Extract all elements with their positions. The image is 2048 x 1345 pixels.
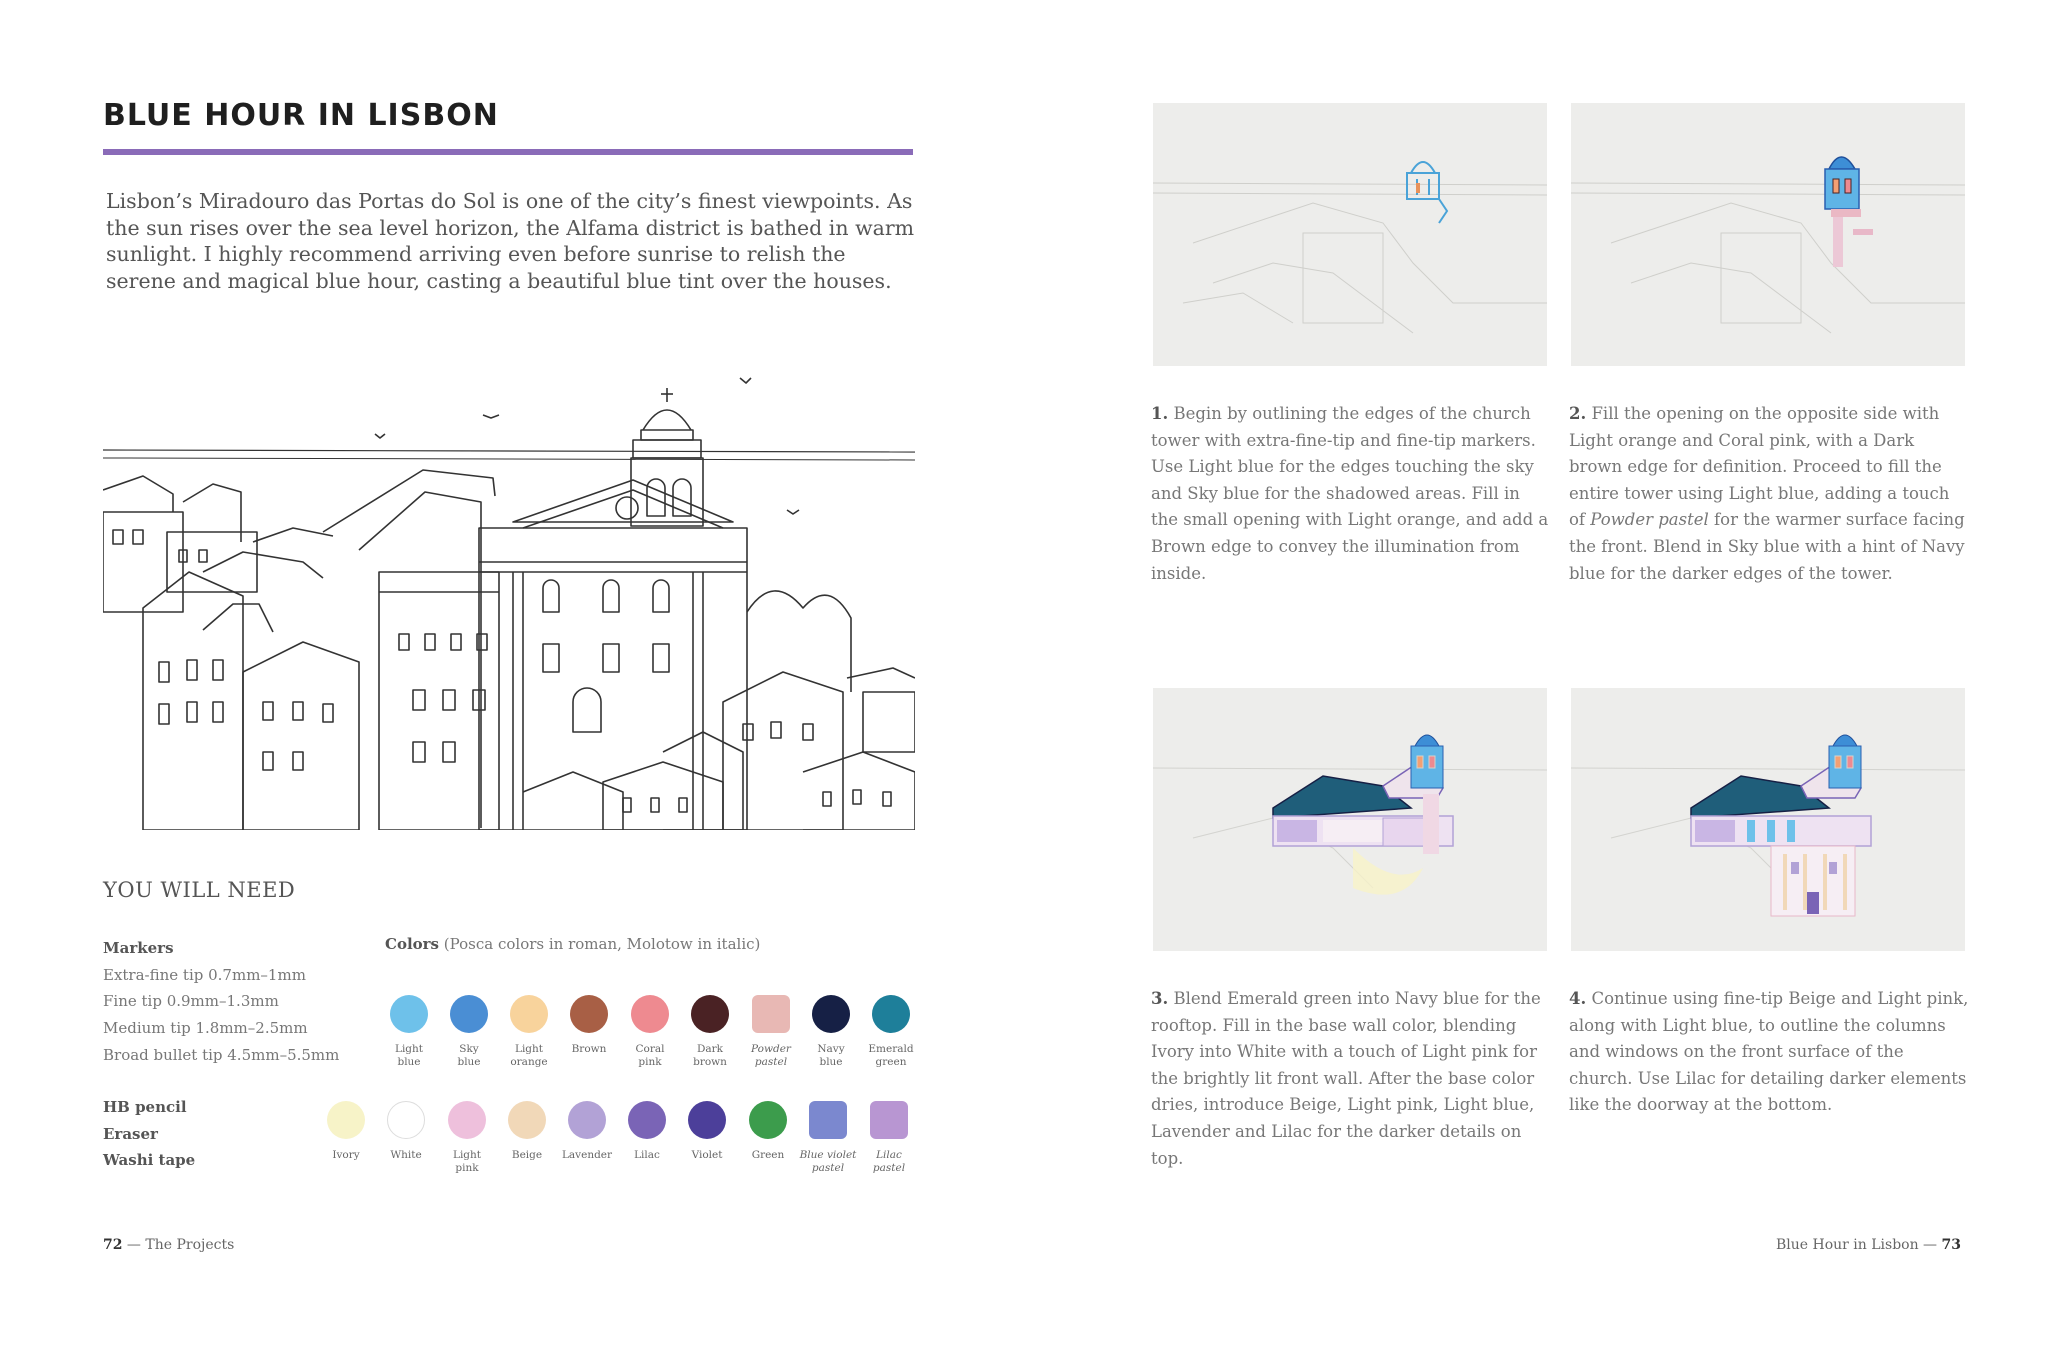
swatch-dot (872, 995, 910, 1033)
swatch-label: Brown (571, 1043, 607, 1055)
title-underline (103, 149, 913, 155)
footer-right (1776, 1237, 1961, 1253)
swatch-label: Powder pastel (751, 1043, 791, 1068)
page-number-left: 72 (103, 1237, 123, 1253)
color-swatch (680, 995, 740, 1068)
swatch-label: Coral pink (635, 1043, 665, 1068)
color-swatch (497, 1101, 557, 1162)
step-1-image (1153, 103, 1547, 366)
color-swatch (557, 1101, 617, 1162)
color-swatch (499, 995, 559, 1068)
swatch-label: Dark brown (693, 1043, 727, 1068)
swatch-dot (448, 1101, 486, 1139)
markers-label: Markers (103, 939, 174, 957)
marker-item: Extra-fine tip 0.7mm–1mm (103, 965, 306, 984)
swatch-label: White (390, 1149, 422, 1161)
colors-label: Colors (385, 935, 439, 953)
swatch-label: Lilac pastel (872, 1149, 906, 1174)
color-swatch (741, 995, 801, 1068)
color-swatch (801, 995, 861, 1068)
swatch-dot (390, 995, 428, 1033)
color-swatch (376, 1101, 436, 1162)
swatch-label: Sky blue (457, 1043, 481, 1068)
page-title: BLUE HOUR IN LISBON (103, 98, 499, 133)
color-swatch (798, 1101, 858, 1174)
swatch-dot (752, 995, 790, 1033)
footer-left (103, 1237, 234, 1253)
swatch-dot (508, 1101, 546, 1139)
swatch-dot (870, 1101, 908, 1139)
colors-note: (Posca colors in roman, Molotow in italic) (443, 935, 761, 953)
step-body: Begin by outlining the edges of the church tower with extra-fine-tip and fine-tip markers. Use Light blue for the edges touching the sky and Sky blue for the shadowed areas. Fill in the small opening with Light orange, and add a Brown edge to convey the illumination from inside. (1151, 404, 1549, 583)
swatch-dot (387, 1101, 425, 1139)
swatch-dot (631, 995, 669, 1033)
swatch-label: Violet (691, 1149, 723, 1161)
colors-heading (385, 935, 760, 953)
swatch-dot (628, 1101, 666, 1139)
step-body: for the warmer surface facing the front. Blend in Sky blue with a hint of Navy blue for the darker edges of the tower. (1569, 510, 1965, 583)
you-will-need-heading: YOU WILL NEED (103, 878, 296, 902)
color-swatch (316, 1101, 376, 1162)
color-swatch (677, 1101, 737, 1162)
supply-item: HB pencil (103, 1098, 187, 1116)
swatch-label: Light orange (510, 1043, 548, 1068)
swatch-dot (691, 995, 729, 1033)
step-2-text (1569, 401, 1969, 587)
color-swatch (617, 1101, 677, 1162)
color-swatch (620, 995, 680, 1068)
swatch-dot (568, 1101, 606, 1139)
color-swatch (439, 995, 499, 1068)
swatch-label: Green (751, 1149, 785, 1161)
swatch-label: Blue violet pastel (799, 1149, 857, 1174)
step-3-text (1151, 986, 1551, 1172)
step-body-italic: Powder pastel (1590, 510, 1709, 530)
step-1-text (1151, 401, 1551, 587)
supply-item: Eraser (103, 1124, 158, 1143)
swatch-dot (749, 1101, 787, 1139)
swatch-label: Light blue (394, 1043, 424, 1068)
swatch-dot (809, 1101, 847, 1139)
page-number-right: 73 (1941, 1237, 1961, 1253)
step-4-text (1569, 986, 1969, 1119)
swatch-dot (570, 995, 608, 1033)
swatch-dot (688, 1101, 726, 1139)
swatch-label: Navy blue (817, 1043, 845, 1068)
swatch-dot (510, 995, 548, 1033)
swatch-label: Lavender (561, 1149, 613, 1161)
color-swatch (859, 1101, 919, 1174)
marker-item: Broad bullet tip 4.5mm–5.5mm (103, 1045, 340, 1064)
footer-left-text: — The Projects (122, 1237, 235, 1253)
step-body: Continue using fine-tip Beige and Light pink, along with Light blue, to outline the columns and windows on the front surface of the church. Use Lilac for detailing darker elements like the doorway at the bottom. (1569, 989, 1969, 1115)
step-number: 2. (1569, 404, 1587, 423)
markers-list (103, 935, 339, 1069)
marker-item: Medium tip 1.8mm–2.5mm (103, 1019, 308, 1038)
swatch-label: Lilac (634, 1149, 660, 1161)
color-swatch (861, 995, 921, 1068)
step-2-image (1571, 103, 1965, 366)
footer-right-text: Blue Hour in Lisbon — (1775, 1237, 1942, 1253)
color-swatch (379, 995, 439, 1068)
step-number: 4. (1569, 989, 1587, 1008)
intro-paragraph: Lisbon’s Miradouro das Portas do Sol is one of the city’s finest viewpoints. As the sun rises over the sea level horizon, the Alfama district is bathed in warm sunlight. I highly recommend arriving even before sunrise to relish the serene and magical blue hour, casting a beautiful blue tint over the houses. (106, 189, 915, 293)
swatch-label: Beige (511, 1149, 543, 1161)
color-swatch (738, 1101, 798, 1162)
swatch-label: Emerald green (868, 1043, 914, 1068)
other-supplies-list (103, 1094, 195, 1174)
step-number: 1. (1151, 404, 1169, 423)
step-4-image (1571, 688, 1965, 951)
swatch-dot (812, 995, 850, 1033)
swatch-dot (450, 995, 488, 1033)
color-swatch (559, 995, 619, 1056)
step-number: 3. (1151, 989, 1169, 1008)
swatch-label: Ivory (332, 1149, 360, 1161)
swatch-dot (327, 1101, 365, 1139)
step-3-image (1153, 688, 1547, 951)
step-body: Blend Emerald green into Navy blue for the rooftop. Fill in the base wall color, blending Ivory into White with a touch of Light pink for the brightly lit front wall. After the base color dries, introduce Beige, Light pink, Light blue, Lavender and Lilac for the darker details on top. (1151, 989, 1541, 1168)
step-body: Fill the opening on the opposite side with Light orange and Coral pink, with a Dark brown edge for definition. Proceed to fill the entire tower using Light blue, adding a touch of (1569, 404, 1950, 530)
marker-item: Fine tip 0.9mm–1.3mm (103, 992, 279, 1011)
church-line-drawing (103, 372, 915, 830)
swatch-label: Light pink (452, 1149, 482, 1174)
supply-item: Washi tape (103, 1151, 196, 1170)
color-swatch (437, 1101, 497, 1174)
